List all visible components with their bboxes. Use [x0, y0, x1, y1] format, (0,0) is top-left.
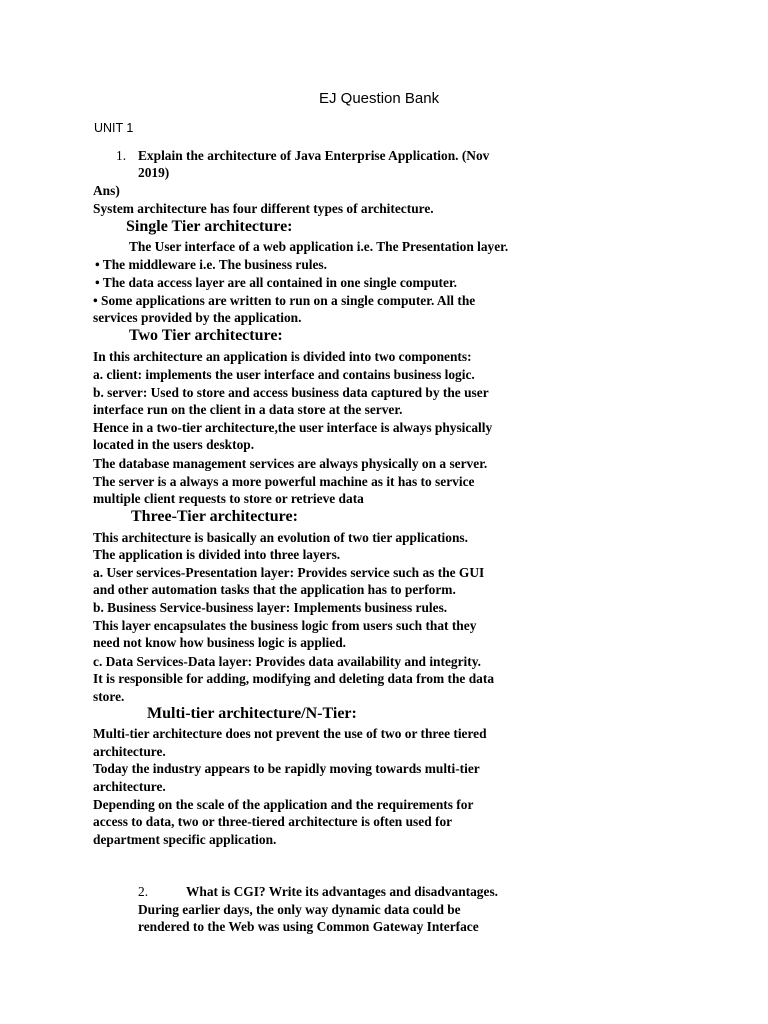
multi-tier-line: Depending on the scale of the application and the requirements for: [93, 797, 474, 812]
three-tier-line: need not know how business logic is applied.: [93, 635, 347, 650]
three-tier-line: This layer encapsulates the business logic from users such that they: [93, 618, 477, 633]
multi-tier-line: Today the industry appears to be rapidly moving towards multi-tier: [93, 761, 480, 776]
three-tier-line: It is responsible for adding, modifying and deleting data from the data: [93, 671, 495, 686]
answer-intro: System architecture has four different types of architecture.: [93, 201, 434, 216]
single-tier-line: The User interface of a web application i.e. The Presentation layer.: [129, 239, 509, 254]
three-tier-line: b. Business Service-business layer: Implements business rules.: [93, 600, 448, 615]
three-tier-line: c. Data Services-Data layer: Provides data availability and integrity.: [93, 654, 482, 669]
page-title: EJ Question Bank: [319, 90, 440, 107]
two-tier-line: The server is a always a more powerful machine as it has to service: [93, 474, 475, 489]
three-tier-line: This architecture is basically an evolution of two tier applications.: [93, 530, 468, 545]
two-tier-line: interface run on the client in a data store at the server.: [93, 402, 403, 417]
multi-tier-line: department specific application.: [93, 832, 277, 847]
three-tier-line: store.: [93, 689, 125, 704]
three-tier-line: The application is divided into three layers.: [93, 547, 341, 562]
question-2-text: What is CGI? Write its advantages and disadvantages.: [186, 884, 498, 899]
three-tier-line: a. User services-Presentation layer: Provides service such as the GUI: [93, 565, 485, 580]
two-tier-line: The database management services are always physically on a server.: [93, 456, 488, 471]
single-tier-heading: Single Tier architecture:: [126, 218, 293, 235]
answer-label: Ans): [93, 183, 120, 198]
multi-tier-heading: Multi-tier architecture/N-Tier:: [147, 705, 357, 722]
question-2-answer-line: rendered to the Web was using Common Gateway Interface: [138, 919, 479, 934]
three-tier-line: and other automation tasks that the application has to perform.: [93, 582, 456, 597]
three-tier-heading: Three-Tier architecture:: [131, 508, 298, 525]
question-1-text-line1: Explain the architecture of Java Enterprise Application. (Nov: [138, 148, 490, 163]
two-tier-heading: Two Tier architecture:: [129, 327, 283, 344]
two-tier-line: a. client: implements the user interface and contains business logic.: [93, 367, 475, 382]
single-tier-line: • The data access layer are all contained in one single computer.: [95, 275, 458, 290]
two-tier-line: In this architecture an application is divided into two components:: [93, 349, 472, 364]
question-1-text-line2: 2019): [138, 165, 170, 180]
question-2-number: 2.: [138, 884, 149, 899]
multi-tier-line: access to data, two or three-tiered architecture is often used for: [93, 814, 453, 829]
unit-label: UNIT 1: [94, 121, 134, 135]
two-tier-line: located in the users desktop.: [93, 437, 255, 452]
multi-tier-line: architecture.: [93, 779, 166, 794]
single-tier-line: • The middleware i.e. The business rules.: [95, 257, 327, 272]
multi-tier-line: architecture.: [93, 744, 166, 759]
question-1-number: 1.: [116, 148, 127, 163]
two-tier-line: multiple client requests to store or retrieve data: [93, 491, 364, 506]
multi-tier-line: Multi-tier architecture does not prevent the use of two or three tiered: [93, 726, 487, 741]
two-tier-line: Hence in a two-tier architecture,the user interface is always physically: [93, 420, 493, 435]
two-tier-line: b. server: Used to store and access business data captured by the user: [93, 385, 489, 400]
question-2-answer-line: During earlier days, the only way dynamic data could be: [138, 902, 461, 917]
single-tier-line: • Some applications are written to run on a single computer. All the: [93, 293, 476, 308]
single-tier-line: services provided by the application.: [93, 310, 302, 325]
